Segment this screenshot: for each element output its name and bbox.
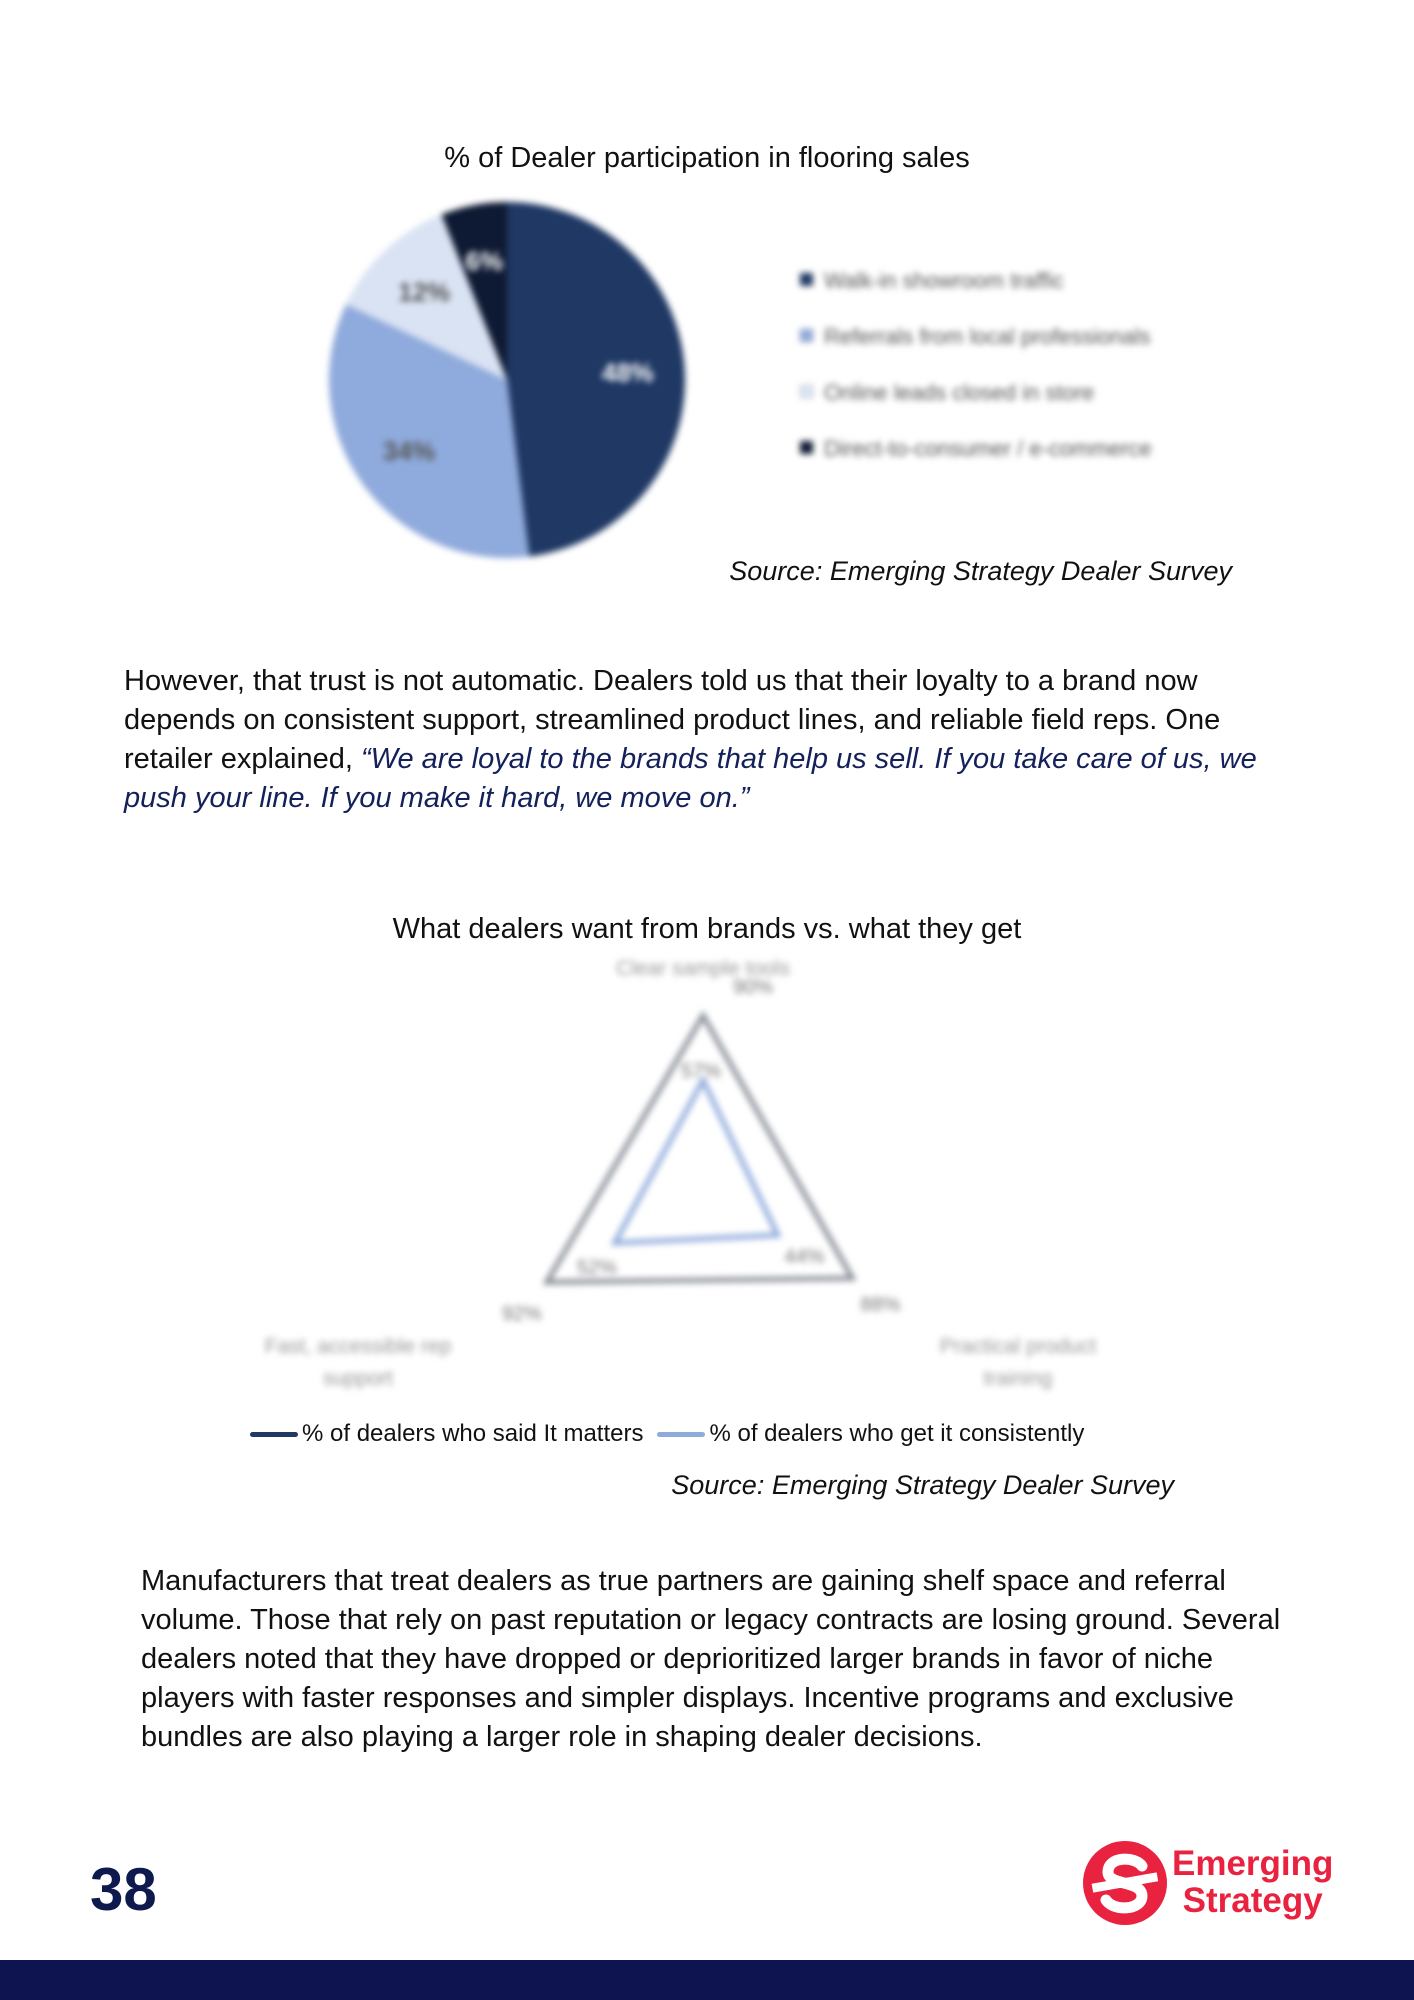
pie-data-label-3: 12% [398, 276, 451, 307]
legend-swatch-consistently [657, 1432, 705, 1437]
radar-source: Source: Emerging Strategy Dealer Survey [671, 1470, 1174, 1500]
emerging-strategy-logo-icon [1080, 1838, 1170, 1928]
pie-slice-1 [507, 202, 685, 557]
radar-chart [0, 950, 1414, 1410]
logo-line-strategy: Strategy [1182, 1881, 1323, 1920]
pie-legend-label-3: Online leads closed in store [824, 380, 1095, 405]
radar-legend [250, 1420, 1084, 1448]
radar-s1-label-2: 88% [860, 1294, 901, 1317]
radar-series-1-line [547, 1016, 853, 1283]
paragraph-manufacturers: Manufacturers that treat dealers as true partners are gaining shelf space and referral volume. Those that rely on past reputation or legacy contracts are losing ground. Several dealers noted that they have dropped or deprioritized larger brands in favor of niche players with faster responses and simpler displays. Incentive programs and exclusive bundles are also playing a larger role in shaping dealer decisions. [141, 1565, 1281, 1753]
radar-s1-label-3: 92% [501, 1303, 542, 1326]
pie-legend-marker-4 [800, 441, 813, 454]
paragraph-trust-text: However, that trust is not automatic. Dealers told us that their loyalty to a brand now depends on consistent support, streamlined product lines, and reliable field reps. One retailer explained, [124, 665, 1221, 775]
pie-legend-marker-3 [800, 385, 813, 398]
logo-line-emerging: Emerging [1172, 1844, 1334, 1883]
radar-s2-label-3: 52% [576, 1257, 617, 1280]
pie-legend-label-4: Direct-to-consumer / e-commerce [824, 436, 1152, 461]
pie-source: Source: Emerging Strategy Dealer Survey [729, 556, 1232, 586]
radar-chart-title: What dealers want from brands vs. what they get [392, 913, 1022, 945]
pie-legend-label-2: Referrals from local professionals [824, 324, 1151, 349]
radar-axis-label-3: Fast, accessible rep support [264, 1335, 452, 1390]
pie-legend-label-1: Walk-in showroom traffic [824, 268, 1064, 293]
paragraph-trust [124, 662, 1294, 818]
radar-s2-label-2: 44% [784, 1246, 825, 1269]
pie-legend-marker-2 [800, 329, 813, 342]
radar-axis-label-1: Clear sample tools [616, 957, 790, 980]
radar-s2-label-1: 57% [680, 1060, 722, 1083]
logo-wordmark [1172, 1845, 1333, 1919]
pie-chart [0, 180, 1414, 580]
pie-data-label-2: 34% [383, 436, 436, 467]
legend-swatch-matters [250, 1432, 298, 1437]
legend-label-matters: % of dealers who said It matters [302, 1420, 644, 1447]
legend-label-consistently: % of dealers who get it consistently [709, 1420, 1085, 1447]
radar-axis-label-2: Practical product training [939, 1335, 1097, 1390]
pie-data-label-4: 6% [465, 246, 504, 277]
page-number: 38 [90, 1856, 157, 1923]
radar-s1-label-1: 90% [732, 976, 774, 999]
retailer-quote: “We are loyal to the brands that help us sell. If you take care of us, we push your line. If you make it hard, we move on.” [124, 743, 1257, 814]
footer-band [0, 1960, 1414, 2000]
pie-data-label-1: 48% [601, 357, 654, 388]
pie-legend-marker-1 [800, 273, 813, 286]
pie-chart-title: % of Dealer participation in flooring sales [444, 142, 970, 174]
